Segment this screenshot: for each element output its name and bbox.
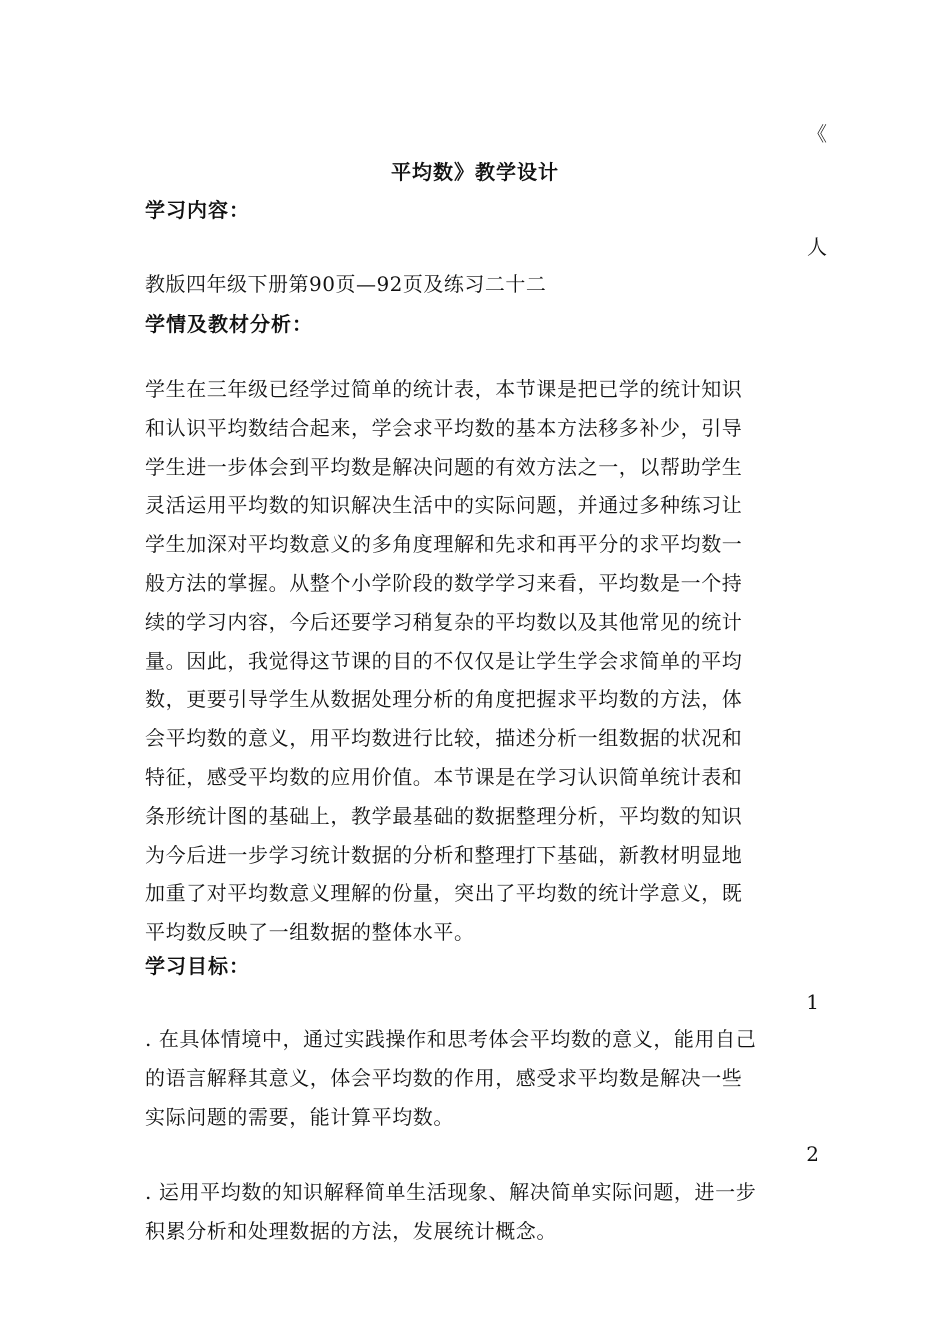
goal-2-line: . 运用平均数的知识解释简单生活现象、解决简单实际问题，进一步 bbox=[145, 1180, 757, 1204]
document-title: 平均数》教学设计 bbox=[391, 160, 559, 184]
analysis-line: 续的学习内容，今后还要学习稍复杂的平均数以及其他常见的统计 bbox=[145, 609, 743, 634]
goal-1-paragraph bbox=[145, 1020, 810, 1136]
goal-1-line: 的语言解释其意义，体会平均数的作用，感受求平均数是解决一些 bbox=[145, 1065, 743, 1090]
heading-analysis: 学情及教材分析： bbox=[145, 312, 313, 336]
title-open-bracket: 《 bbox=[807, 122, 828, 146]
analysis-paragraph bbox=[145, 370, 810, 952]
goal-1-line: . 在具体情境中，通过实践操作和思考体会平均数的意义，能用自己 bbox=[145, 1027, 757, 1051]
goal-1-number: 1 bbox=[806, 990, 820, 1014]
analysis-line: 学生在三年级已经学过简单的统计表，本节课是把已学的统计知识 bbox=[145, 377, 743, 401]
goal-2-line: 积累分析和处理数据的方法，发展统计概念。 bbox=[145, 1218, 557, 1243]
analysis-line: 会平均数的意义，用平均数进行比较，描述分析一组数据的状况和 bbox=[145, 726, 743, 751]
heading-goals: 学习目标： bbox=[145, 954, 250, 978]
analysis-line: 和认识平均数结合起来，学会求平均数的基本方法移多补少，引导 bbox=[145, 415, 743, 440]
analysis-line: 学生加深对平均数意义的多角度理解和先求和再平分的求平均数一 bbox=[145, 532, 743, 557]
analysis-line: 学生进一步体会到平均数是解决问题的有效方法之一，以帮助学生 bbox=[145, 454, 743, 479]
analysis-line: 量。因此，我觉得这节课的目的不仅仅是让学生学会求简单的平均 bbox=[145, 648, 743, 673]
analysis-line: 数，更要引导学生从数据处理分析的角度把握求平均数的方法，体 bbox=[145, 687, 743, 712]
heading-learning-content: 学习内容： bbox=[145, 198, 250, 222]
analysis-line: 灵活运用平均数的知识解决生活中的实际问题，并通过多种练习让 bbox=[145, 493, 743, 518]
analysis-line: 加重了对平均数意义理解的份量，突出了平均数的统计学意义，既 bbox=[145, 881, 743, 906]
learning-content-text: 教版四年级下册第90页—92页及练习二十二 bbox=[145, 272, 547, 296]
analysis-line: 为今后进一步学习统计数据的分析和整理打下基础，新教材明显地 bbox=[145, 842, 743, 867]
goal-1-line: 实际问题的需要，能计算平均数。 bbox=[145, 1104, 454, 1129]
analysis-line: 特征，感受平均数的应用价值。本节课是在学习认识简单统计表和 bbox=[145, 764, 743, 789]
analysis-line: 条形统计图的基础上，教学最基础的数据整理分析，平均数的知识 bbox=[145, 803, 743, 828]
goal-2-paragraph bbox=[145, 1173, 810, 1251]
analysis-line: 般方法的掌握。从整个小学阶段的数学学习来看，平均数是一个持 bbox=[145, 570, 743, 595]
goal-2-number: 2 bbox=[806, 1142, 820, 1166]
analysis-line: 平均数反映了一组数据的整体水平。 bbox=[145, 920, 475, 945]
learning-content-first-char: 人 bbox=[807, 235, 828, 259]
